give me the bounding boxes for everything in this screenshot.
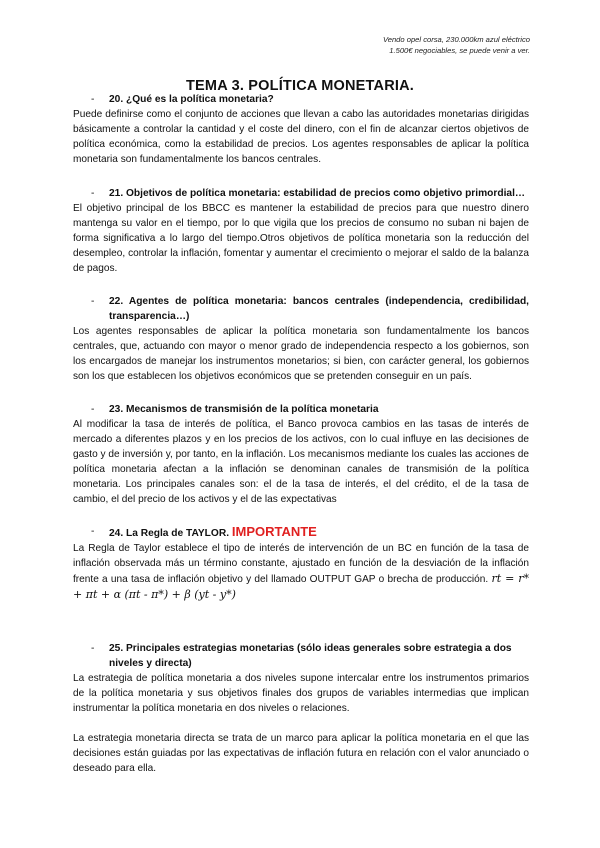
section-body-second-paragraph: La estrategia monetaria directa se trata de un marco para aplicar la política monetaria en el que las decisiones están guiadas por las expectativas de inflación futura en relación con el valor anunciado o deseado para ella. [73,733,529,774]
bullet-dash: - [91,94,95,105]
header-note-line-1: Vendo opel corsa, 230.000km azul eléctrico [382,35,530,44]
section-body: Los agentes responsables de aplicar la política monetaria son fundamentalmente los bancos centrales, que, actuando con mayor o menor grado de independencia respecto a los gobiernos, son los encargados de manejar los instrumentos monetarios; si bien, con carácter general, los gobiernos son los que establecen los objetivos económicos que se pretenden conseguir en un país. [73,326,529,382]
section-heading [73,641,529,671]
section-heading-text: 22. Agentes de política monetaria: bancos centrales (independencia, credibilidad, transparencia…) [109,296,529,322]
section-heading [73,524,529,541]
page-title: TEMA 3. POLÍTICA MONETARIA. [186,78,414,94]
section-20 [73,92,529,167]
section-25 [73,641,529,776]
section-heading [73,294,529,324]
section-heading-row [109,524,529,541]
header-note-line-2: 1.500€ negociables, se puede venir a ver. [389,46,530,55]
header-note [270,34,530,56]
section-body-text: La Regla de Taylor establece el tipo de interés de intervención de un BC en función de la tasa de inflación observada más un término constante, ajustado en función de la desviación de la inflación frente a una tasa de inflación objetivo y del llamado OUTPUT GAP o brecha de producción. [73,543,529,585]
section-heading [73,92,529,107]
section-heading-text: 21. Objetivos de política monetaria: estabilidad de precios como objetivo primordial… [109,188,526,199]
section-heading [73,402,529,417]
section-body: Al modificar la tasa de interés de política, el Banco provoca cambios en las tasas de interés de mercado a diferentes plazos y en los precios de los activos, con lo cual influye en las decisiones de gasto y de inversión y, por tanto, en la inflación. Los mecanismos mediante los cuales las acciones de política monetaria afectan a la inflación se denominan canales de transmisión de la política monetaria. Los principales canales son: el de la tasa de interés, el del crédito, el de la tasa de cambio, el del precio de los activos y el de las expectativas [73,419,529,505]
section-body: Puede definirse como el conjunto de acciones que llevan a cabo las autoridades monetarias dirigidas básicamente a controlar la cantidad y el coste del dinero, con el fin de alcanzar ciertos objetivos de política económica, como la estabilidad de precios. Los agentes responsables de aplicar la política monetaria son fundamentalmente los bancos centrales. [73,109,529,165]
section-body: La estrategia de política monetaria a dos niveles supone intercalar entre los instrumentos primarios de la política monetaria y sus objetivos finales dos grupos de variables intermedias que implican instrumentar la política monetaria en dos niveles o relaciones. [73,673,529,714]
bullet-dash: - [91,526,95,537]
bullet-dash: - [91,296,95,307]
bullet-dash: - [91,404,95,415]
section-body: El objetivo principal de los BBCC es mantener la estabilidad de precios para que nuestro dinero mantenga su valor en el tiempo, por lo que vigila que los precios de consumo no suban ni bajen de forma significativa a lo largo del tiempo.Otros objetivos de política monetaria son la reducción del desempleo, controlar la inflación, fomentar y aumentar el crecimiento o mejorar el saldo de la balanza de pagos. [73,203,529,274]
section-body [73,541,529,603]
bullet-dash: - [91,188,95,199]
section-heading-text: 23. Mecanismos de transmisión de la política monetaria [109,404,379,415]
section-heading-text: 20. ¿Qué es la política monetaria? [109,94,274,105]
section-heading [73,186,529,201]
section-heading-text: 25. Principales estrategias monetarias (sólo ideas generales sobre estrategia a dos niveles y directa) [109,643,512,669]
section-23 [73,402,529,507]
taylor-formula: rt = r* + πt + α (πt - π*) + β (yt - y*) [73,572,529,601]
important-badge: IMPORTANTE [231,524,317,539]
section-heading-text: 24. La Regla de TAYLOR. [109,528,230,539]
section-24 [73,524,529,603]
section-22 [73,294,529,384]
section-21 [73,186,529,276]
bullet-dash: - [91,643,95,654]
document-content [73,92,529,776]
